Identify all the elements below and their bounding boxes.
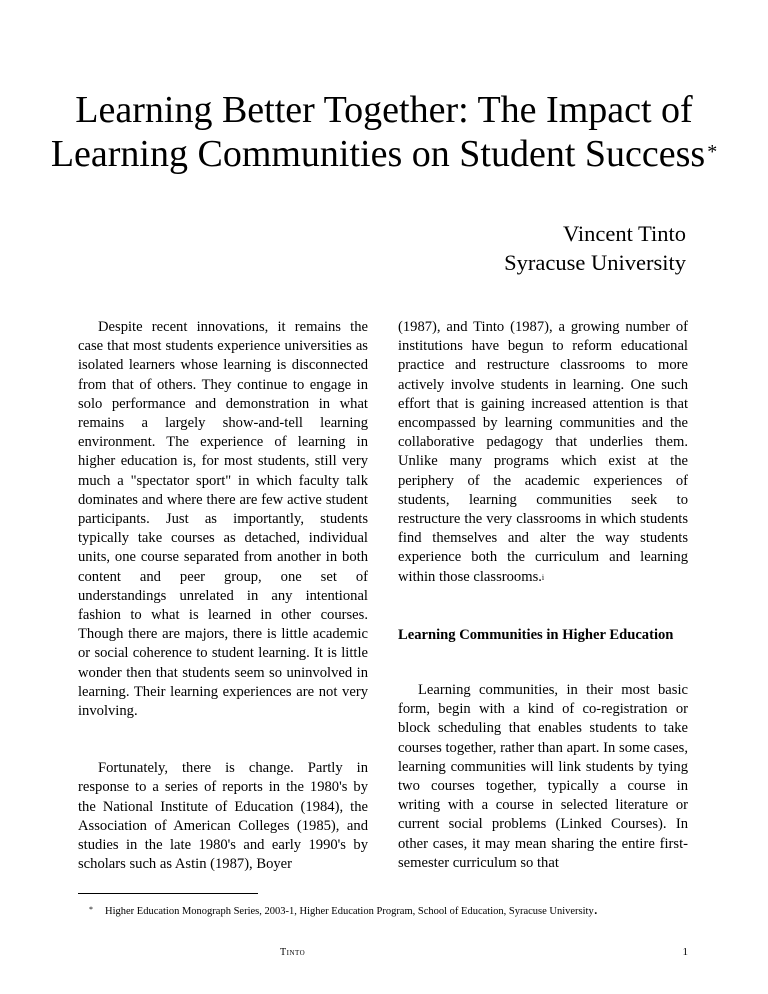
title-footnote-marker: * — [707, 141, 718, 163]
footnote-rule — [78, 893, 258, 894]
body-paragraph: Learning communities, in their most basic form, begin with a kind of co-registration or block scheduling that enables students to take courses together, rather than apart. In some cases, learning communities will link students by tying two courses together, typically a course in writing with a course in selected literature or current social problems (Linked Courses). In other cases, it may mean sharing the entire first-semester curriculum so that — [398, 682, 688, 871]
author-affiliation: Syracuse University — [504, 250, 686, 275]
title-line-2: Learning Communities on Student Success — [50, 133, 706, 175]
running-head: Tinto — [280, 947, 306, 958]
paragraph-text: (1987), and Tinto (1987), a growing number of institutions have begun to reform educational practice and restructure classrooms to more actively involve students in learning. One such effort that is gaining increased attention is that encompassed by learning communities and the collaborative pedagogy that underlies them. Unlike many programs which exist at the periphery of the academic experiences of students, learning communities seek to restructure the very classrooms in which students find themselves and alter the way students experience both the curriculum and learning within those classrooms. — [398, 319, 688, 585]
title-line-1: Learning Better Together: The Impact of — [75, 89, 693, 131]
author-block — [504, 219, 686, 277]
body-paragraph: Despite recent innovations, it remains the case that most students experience universities as isolated learners whose learning is disconnected from that of others. They continue to engage in solo performance and demonstration in what remains a largely show-and-tell learning environment. The experience of learning in higher education is, for most students, still very much a "spectator sport" in which faculty talk dominates and where there are few active student participants. Just as importantly, students typically take courses as detached, individual units, one course separated from another in both content and peer group, one set of understandings unrelated in any intentional fashion to what is learned in other courses. Though there are majors, there is little academic or social coherence to student learning. It is little wonder then that students seem so uninvolved in learning. Their learning experiences are not very involving. — [78, 319, 368, 720]
endnote-marker: i — [541, 572, 545, 582]
footnote — [78, 903, 718, 919]
page-number: 1 — [682, 946, 688, 958]
body-paragraph — [398, 318, 688, 587]
footnote-period: . — [593, 901, 598, 918]
left-column — [78, 318, 368, 874]
paper-title — [40, 88, 728, 176]
body-paragraph: Fortunately, there is change. Partly in response to a series of reports in the 1980's by the National Institute of Education (1984), the Association of American Colleges (1985), and studies in the late 1980's and early 1990's by scholars such as Astin (1987), Boyer — [78, 760, 368, 873]
right-column — [398, 318, 688, 873]
author-name: Vincent Tinto — [562, 221, 686, 246]
section-heading: Learning Communities in Higher Education — [398, 626, 674, 643]
footnote-marker: * — [89, 905, 93, 914]
footnote-text: Higher Education Monograph Series, 2003-1, Higher Education Program, School of Education, Syracuse University — [105, 906, 594, 917]
